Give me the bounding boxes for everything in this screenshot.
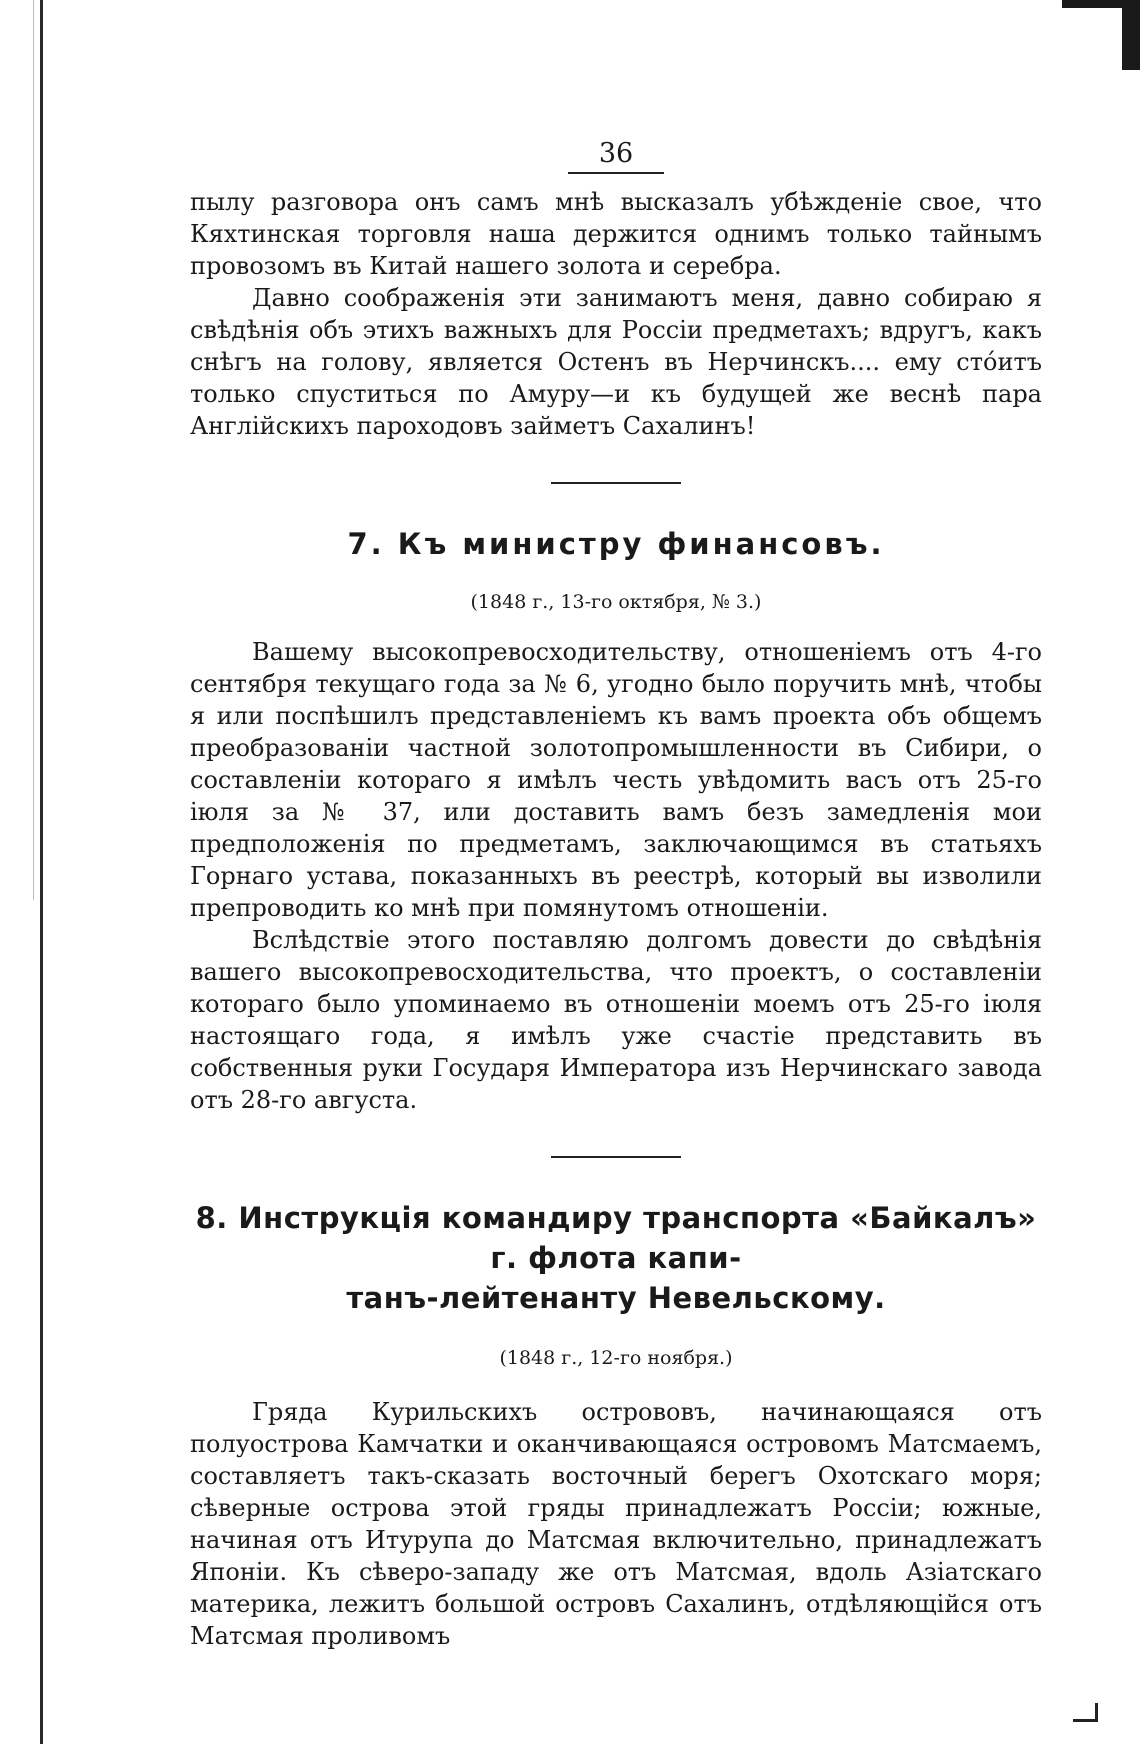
section-8-title-line-2: танъ-лейтенанту Невельскому. <box>346 1281 886 1315</box>
section-divider <box>551 482 681 484</box>
section-7-date: (1848 г., 13-го октября, № 3.) <box>470 591 762 613</box>
document-page <box>190 136 1042 1652</box>
section-8-date: (1848 г., 12-го ноября.) <box>499 1347 733 1369</box>
page-number: 36 <box>568 136 664 174</box>
section-7-paragraph-1: Вашему высокопревосходительству, отношеніемъ отъ 4-го сентября текущаго года за № 6, угодно было поручить мнѣ, чтобы я или поспѣшилъ представленіемъ къ вамъ проекта объ общемъ преобразованіи частной золотопромышленности въ Сибири, о составленіи котораго я имѣлъ честь увѣдомить васъ отъ 25-го іюля за № 37, или доставить вамъ безъ замедленія мои предположенія по предметамъ, заключающимся въ статьяхъ Горнаго устава, показанныхъ въ реестрѣ, который вы изволили препроводить ко мнѣ при помянутомъ отношеніи. <box>190 638 1042 922</box>
scan-corner-top-mark <box>1062 0 1122 8</box>
section-7-title: 7. Къ министру финансовъ. <box>347 527 885 561</box>
scan-corner-mark <box>1122 0 1140 70</box>
section-7-paragraph-2: Вслѣдствіе этого поставляю долгомъ довести до свѣдѣнія вашего высокопревосходительства, что проектъ, о составленіи котораго было упоминаемо въ отношеніи моемъ отъ 25-го іюля настоящаго года, я имѣлъ уже счастіе представить въ собственныя руки Государя Императора изъ Нерчинскаго завода отъ 28-го августа. <box>190 926 1042 1114</box>
section-8-title-line-1: 8. Инструкція командиру транспорта «Байкалъ» г. флота капи- <box>195 1201 1037 1275</box>
section-8-title <box>190 1198 1042 1318</box>
section-8-paragraph-1: Гряда Курильскихъ острововъ, начинающаяся отъ полуострова Камчатки и оканчивающаяся островомъ Матсмаемъ, составляетъ такъ-сказать восточный берегъ Охотскаго моря; сѣверные острова этой гряды принадлежатъ Россіи; южные, начиная отъ Итурупа до Матсмая включительно, принадлежатъ Японіи. Къ сѣверо-западу же отъ Матсмая, вдоль Азіатскаго материка, лежитъ большой островъ Сахалинъ, отдѣляющійся отъ Матсмая проливомъ <box>190 1398 1042 1650</box>
intro-paragraph-2: Давно соображенія эти занимаютъ меня, давно собираю я свѣдѣнія объ этихъ важныхъ для Россіи предметахъ; вдругъ, какъ снѣгъ на голову, является Остенъ въ Нерчинскъ.... ему стóитъ только спуститься по Амуру—и къ будущей же веснѣ пара Англійскихъ пароходовъ займетъ Сахалинъ! <box>190 284 1042 440</box>
scan-edge-shadow <box>33 0 34 900</box>
intro-paragraph-1: пылу разговора онъ самъ мнѣ высказалъ убѣжденіе свое, что Кяхтинская торговля наша держится однимъ только тайнымъ провозомъ въ Китай нашего золота и серебра. <box>190 188 1042 280</box>
section-divider <box>551 1156 681 1158</box>
scan-bottom-mark <box>1073 1703 1098 1722</box>
scan-edge-left <box>40 0 43 1744</box>
